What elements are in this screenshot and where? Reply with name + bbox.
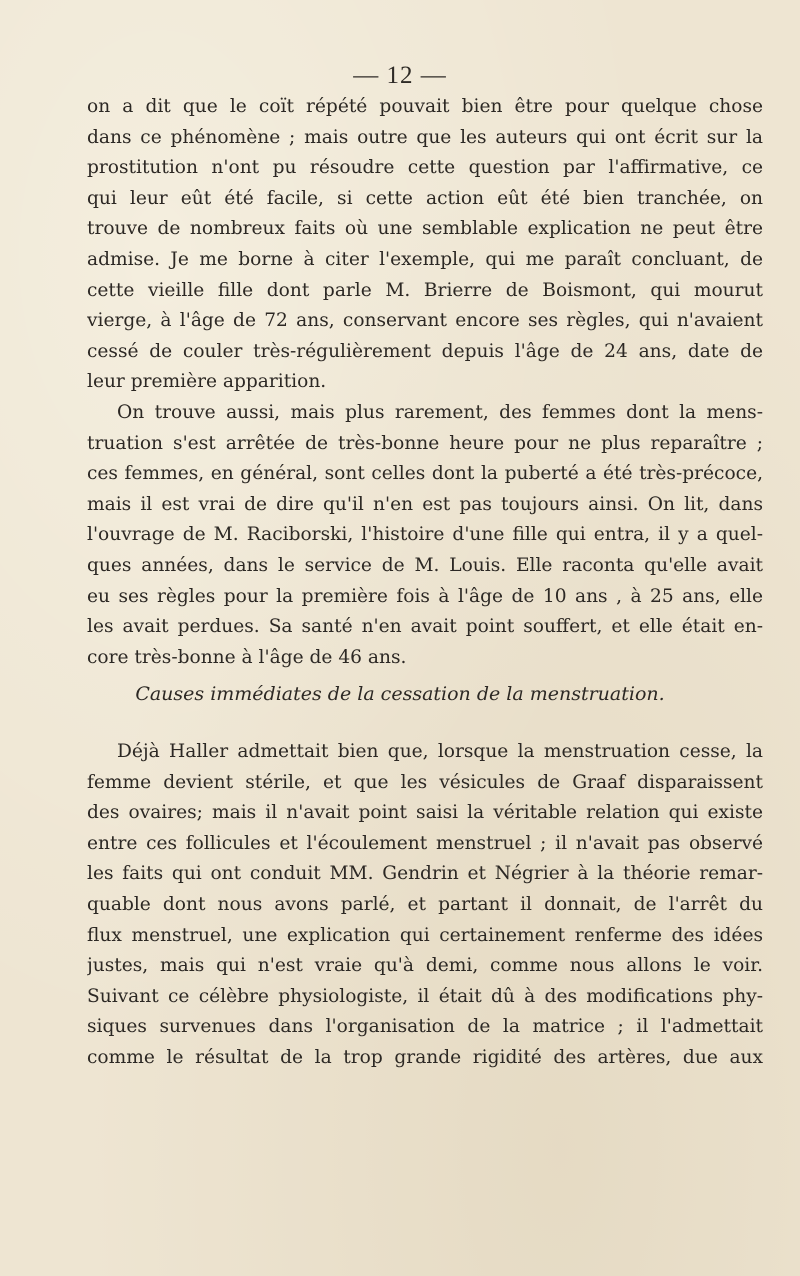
page-number: — 12 — <box>353 62 447 89</box>
text-line: trouve de nombreux faits où une semblable explication ne peut être <box>87 218 763 240</box>
text-line: les avait perdues. Sa santé n'en avait point souffert, et elle était en- <box>87 616 763 638</box>
text-line: les faits qui ont conduit MM. Gendrin et Négrier à la théorie remar- <box>87 863 763 885</box>
text-line: ces femmes, en général, sont celles dont la puberté a été très-précoce, <box>87 463 763 485</box>
text-line: truation s'est arrêtée de très-bonne heure pour ne plus reparaître ; <box>87 432 763 454</box>
text-line: cessé de couler très-régulièrement depuis l'âge de 24 ans, date de <box>87 340 763 362</box>
paragraph-3-block <box>87 737 763 1074</box>
text-line: admise. Je me borne à citer l'exemple, qui me paraît concluant, de <box>87 248 763 270</box>
text-line: on a dit que le coït répété pouvait bien être pour quelque chose <box>87 96 763 117</box>
paragraph-1-block <box>87 92 763 673</box>
text-line: l'ouvrage de M. Raciborski, l'histoire d'une fille qui entra, il y a quel- <box>87 524 763 546</box>
text-line: prostitution n'ont pu résoudre cette question par l'affirmative, ce <box>87 157 763 179</box>
text-line: comme le résultat de la trop grande rigidité des artères, due aux <box>87 1046 763 1068</box>
text-line: flux menstruel, une explication qui certainement renferme des idées <box>87 924 763 946</box>
text-line: quable dont nous avons parlé, et partant il donnait, de l'arrêt du <box>87 893 763 915</box>
text-line: On trouve aussi, mais plus rarement, des femmes dont la mens- <box>117 401 763 423</box>
text-line: core très-bonne à l'âge de 46 ans. <box>87 646 407 668</box>
text-line: Déjà Haller admettait bien que, lorsque la menstruation cesse, la <box>117 741 763 762</box>
text-line: vierge, à l'âge de 72 ans, conservant encore ses règles, qui n'avaient <box>87 310 763 332</box>
text-line: des ovaires; mais il n'avait point saisi la véritable relation qui existe <box>87 802 763 824</box>
text-line: justes, mais qui n'est vraie qu'à demi, comme nous allons le voir. <box>87 955 763 977</box>
text-line: siques survenues dans l'organisation de la matrice ; il l'admettait <box>87 1016 763 1038</box>
text-line: femme devient stérile, et que les vésicules de Graaf disparaissent <box>87 771 763 793</box>
text-line: eu ses règles pour la première fois à l'âge de 10 ans , à 25 ans, elle <box>87 585 763 607</box>
text-line: cette vieille fille dont parle M. Brierre de Boismont, qui mourut <box>87 279 763 301</box>
text-line: mais il est vrai de dire qu'il n'en est pas toujours ainsi. On lit, dans <box>87 493 763 515</box>
text-line: dans ce phénomène ; mais outre que les auteurs qui ont écrit sur la <box>87 126 763 148</box>
text-line: Suivant ce célèbre physiologiste, il était dû à des modifications phy- <box>87 985 763 1007</box>
section-heading: Causes immédiates de la cessation de la menstruation. <box>135 683 665 705</box>
text-line: ques années, dans le service de M. Louis. Elle raconta qu'elle avait <box>87 554 763 576</box>
text-line: entre ces follicules et l'écoulement menstruel ; il n'avait pas observé <box>87 832 763 854</box>
text-line: qui leur eût été facile, si cette action eût été bien tranchée, on <box>87 187 763 209</box>
text-line: leur première apparition. <box>87 371 327 393</box>
